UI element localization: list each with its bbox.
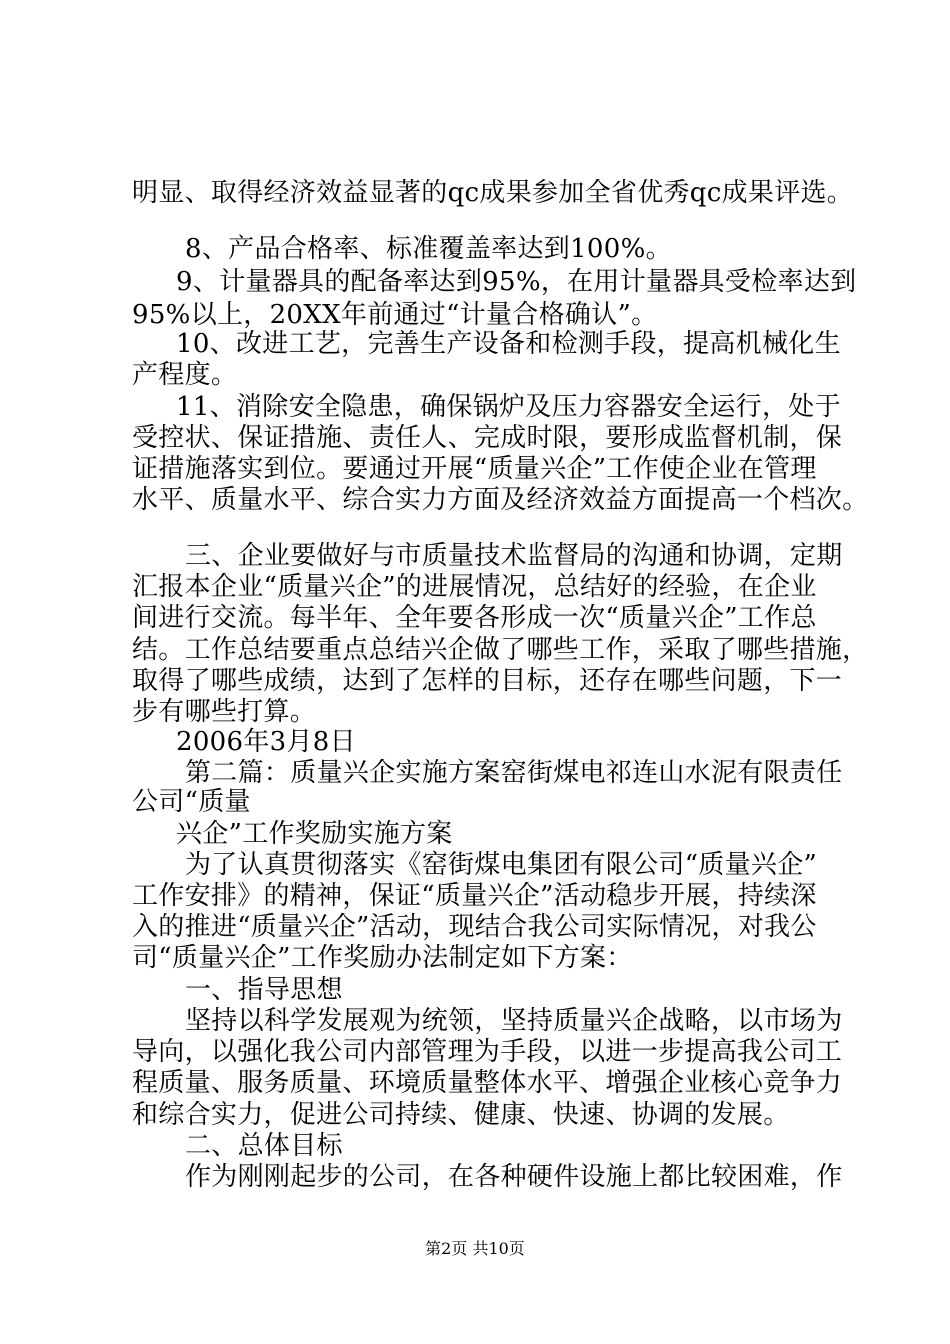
date-line: 2006年3月8日 [176,727,356,757]
text-line-14: 结。工作总结要重点总结兴企做了哪些工作，采取了哪些措施， [132,635,869,665]
text-line-26: 坚持以科学发展观为统领，坚持质量兴企战略，以市场为 [185,1006,843,1036]
text-line-16: 步有哪些打算。 [132,697,317,727]
page-number-footer: 第2页 共10页 [425,1239,525,1258]
section-title-line-2: 公司“质量 [132,787,251,817]
text-line-13: 间进行交流。每半年、全年要各形成一次“质量兴企”工作总 [132,603,817,633]
text-line-3: 9、计量器具的配备率达到95%，在用计量器具受检率达到 [176,267,857,297]
text-line-9: 证措施落实到位。要通过开展“质量兴企”工作使企业在管理 [132,454,817,484]
text-line-12: 汇报本企业“质量兴企”的进展情况，总结好的经验，在企业 [132,572,817,602]
section-title-line-3: 兴企”工作奖励实施方案 [176,819,453,849]
text-line-4: 95%以上，20XX年前通过“计量合格确认”。 [132,300,658,330]
text-line-7: 11、消除安全隐患，确保锅炉及压力容器安全运行，处于 [176,392,841,422]
heading-overall-goal: 二、总体目标 [185,1131,343,1161]
text-line-1: 明显、取得经济效益显著的qc成果参加全省优秀qc成果评选。 [132,178,854,208]
text-line-31: 作为刚刚起步的公司，在各种硬件设施上都比较困难，作 [185,1162,843,1192]
text-line-24: 司“质量兴企”工作奖励办法制定如下方案： [132,943,633,973]
text-line-27: 导向，以强化我公司内部管理为手段，以进一步提高我公司工 [132,1037,843,1067]
heading-guiding-thought: 一、指导思想 [185,975,343,1005]
text-line-5: 10、改进工艺，完善生产设备和检测手段，提高机械化生 [176,329,841,359]
text-line-28: 程质量、服务质量、环境质量整体水平、增强企业核心竞争力 [132,1068,843,1098]
text-line-11: 三、企业要做好与市质量技术监督局的沟通和协调，定期 [185,541,843,571]
text-line-8: 受控状、保证措施、责任人、完成时限，要形成监督机制，保 [132,423,843,453]
text-line-23: 入的推进“质量兴企”活动，现结合我公司实际情况，对我公 [132,912,817,942]
text-line-6: 产程度。 [132,360,238,390]
section-title-line-1: 第二篇：质量兴企实施方案窑街煤电祁连山水泥有限责任 [185,758,843,788]
text-line-10: 水平、质量水平、综合实力方面及经济效益方面提高一个档次。 [132,485,869,515]
text-line-2: 8、产品合格率、标准覆盖率达到100%。 [185,234,672,264]
text-line-15: 取得了哪些成绩，达到了怎样的目标，还存在哪些问题，下一 [132,666,843,696]
text-line-29: 和综合实力，促进公司持续、健康、快速、协调的发展。 [132,1100,790,1130]
text-line-21: 为了认真贯彻落实《窑街煤电集团有限公司“质量兴企” [185,850,818,880]
text-line-22: 工作安排》的精神，保证“质量兴企”活动稳步开展，持续深 [132,881,817,911]
